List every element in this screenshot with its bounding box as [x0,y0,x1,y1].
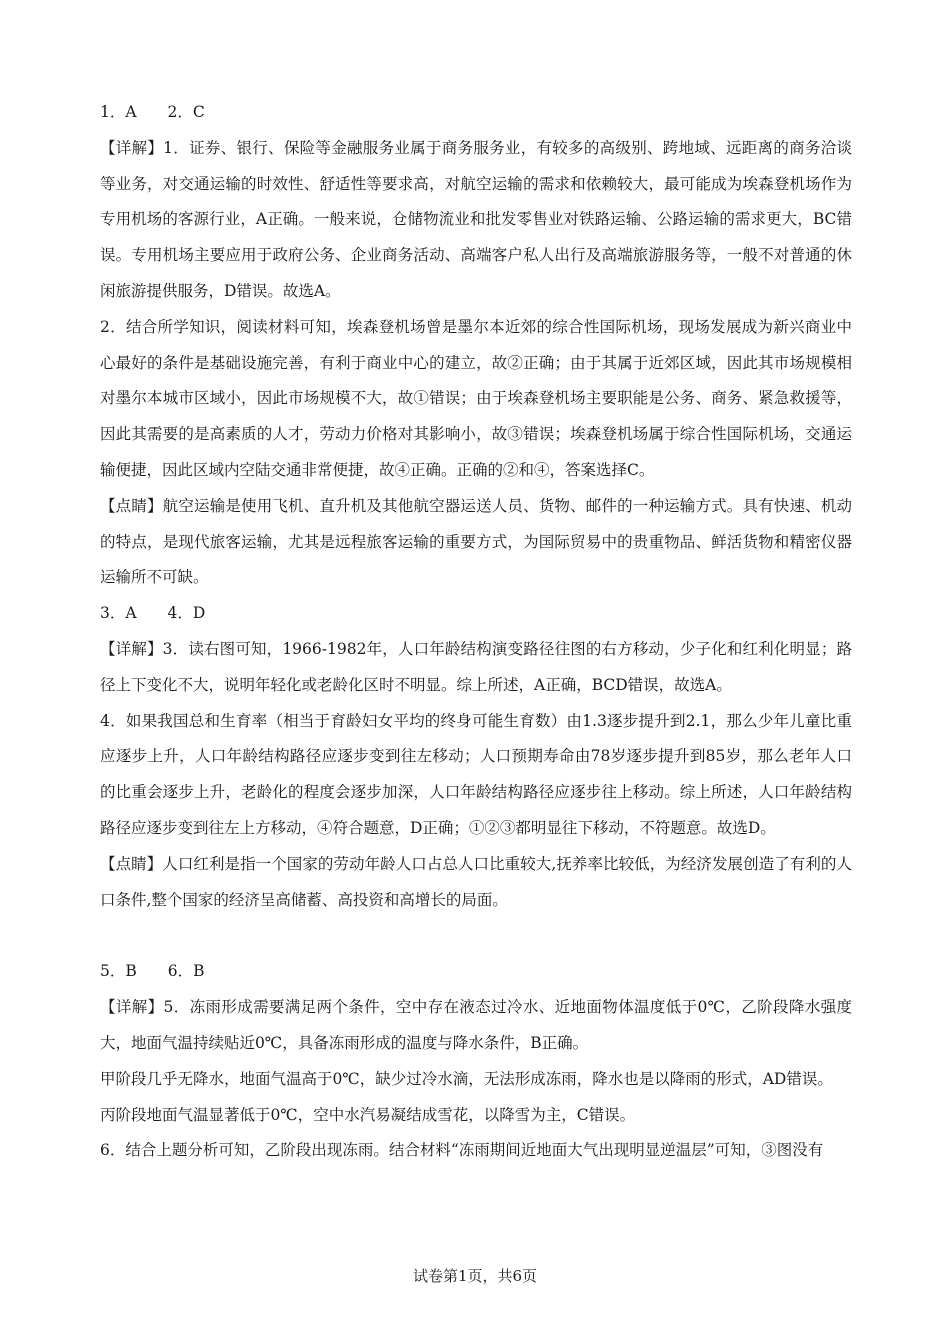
detail-q5-stage-c: 丙阶段地面气温显著低于0℃，空中水汽易凝结成雪花，以降雪为主，C错误。 [100,1105,636,1124]
section-gap [100,918,852,954]
answer-line-1-2: 1．A 2．C [100,103,205,121]
note-air-transport: 【点睛】航空运输是使用飞机、直升机及其他航空器运送人员、货物、邮件的一种运输方式。具有快速、机动的特点，是现代旅客运输，尤其是远程旅客运输的重要方式，为国际贸易中的贵重物品、鲜活货物和精密仪器运输所不可缺。 [100,496,852,587]
page-footer: 试卷第1页，共6页 [412,1267,538,1285]
answer-line-5-6: 5．B 6．B [100,962,205,981]
detail-q3: 【详解】3．读右图可知，1966-1982年，人口年龄结构演变路径往图的右方移动，少子化和红利化明显；路径上下变化不大，说明年轻化或老龄化区时不明显。综上所述，A正确，BCD错误，故选A。 [100,639,852,694]
detail-q1: 【详解】1．证券、银行、保险等金融服务业属于商务服务业，有较多的高级别、跨地域、远距离的商务洽谈等业务，对交通运输的时效性、舒适性等要求高，对航空运输的需求和依赖较大，最可能成为埃森登机场作为专用机场的客源行业，A正确。一般来说，仓储物流业和批发零售业对铁路运输、公路运输的需求更大，BC错误。专用机场主要应用于政府公务、企业商务活动、高端客户私人出行及高端旅游服务等，一般不对普通的休闲旅游提供服务，D错误。故选A。 [100,138,852,300]
detail-q5-stage-a: 甲阶段几乎无降水，地面气温高于0℃，缺少过冷水滴，无法形成冻雨，降水也是以降雨的形式，AD错误。 [100,1069,833,1088]
note-demographic-dividend: 【点睛】人口红利是指一个国家的劳动年龄人口占总人口比重较大,抚养率比较低，为经济发展创造了有利的人口条件,整个国家的经济呈高储蓄、高投资和高增长的局面。 [100,854,852,909]
detail-q2: 2．结合所学知识，阅读材料可知，埃森登机场曾是墨尔本近郊的综合性国际机场，现场发展成为新兴商业中心最好的条件是基础设施完善，有利于商业中心的建立，故②正确；由于其属于近郊区域，因此其市场规模相对墨尔本城市区域小，因此市场规模不大，故①错误；由于埃森登机场主要职能是公务、商务、紧急救援等，因此其需要的是高素质的人才，劳动力价格对其影响小，故③错误；埃森登机场属于综合性国际机场，交通运输便捷，因此区域内空陆交通非常便捷，故④正确。正确的②和④，答案选择C。 [100,317,852,479]
answer-content [100,95,852,1169]
detail-q4: 4．如果我国总和生育率（相当于育龄妇女平均的终身可能生育数）由1.3逐步提升到2.1，那么少年儿童比重应逐步上升，人口年龄结构路径应逐步变到往左移动；人口预期寿命由78岁逐步提升到85岁，那么老年人口的比重会逐步上升，老龄化的程度会逐步加深，人口年龄结构路径应逐步往上移动。综上所述，人口年龄结构路径应逐步变到往左上方移动，④符合题意，D正确；①②③都明显往下移动，不符题意。故选D。 [100,711,852,837]
answer-line-3-4: 3．A 4．D [100,604,206,623]
detail-q6: 6．结合上题分析可知，乙阶段出现冻雨。结合材料“冻雨期间近地面大气出现明显逆温层”可知，③图没有 [100,1141,824,1160]
detail-q5: 【详解】5．冻雨形成需要满足两个条件，空中存在液态过冷水、近地面物体温度低于0℃，乙阶段降水强度大，地面气温持续贴近0℃，具备冻雨形成的温度与降水条件，B正确。 [100,998,852,1052]
